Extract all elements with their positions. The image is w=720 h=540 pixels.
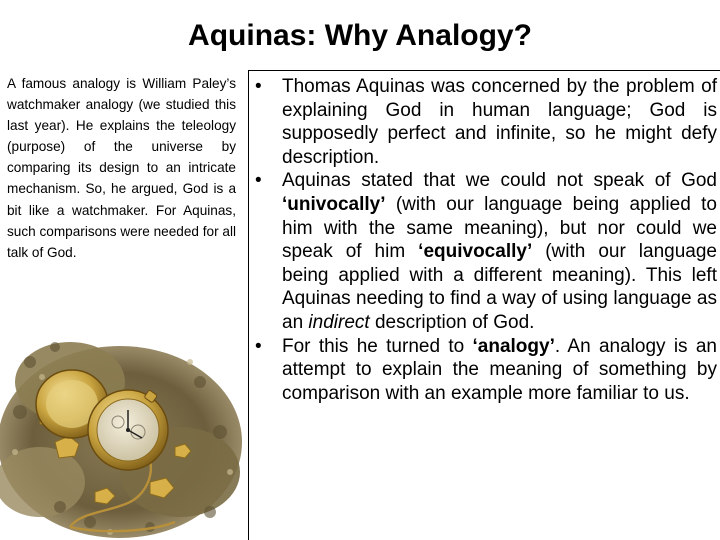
bullet-dot: • — [255, 170, 262, 192]
bullet-text-part: . An analogy is an attempt to explain the meaning of something by comparison with an example more familiar to us. — [282, 335, 717, 404]
bullet-item — [255, 335, 717, 406]
bullet-text-part: description of God. — [369, 311, 535, 333]
slide-title: Aquinas: Why Analogy? — [188, 19, 532, 52]
bullet-item — [255, 169, 717, 334]
bullet-dot: • — [255, 335, 262, 357]
bullet-item — [255, 75, 717, 169]
bullet-text-part: ‘equivocally’ — [418, 241, 533, 263]
bullet-text-part: indirect — [308, 311, 370, 333]
bullet-text-part: ‘univocally’ — [282, 193, 386, 215]
content-box — [248, 70, 720, 540]
bullet-list — [255, 75, 717, 405]
bullet-text-part: (with our language being applied with a different meaning). This left Aquinas needing to find a way of using language as an — [282, 241, 717, 333]
bullet-text-part: Thomas Aquinas was concerned by the problem of explaining God in human language; God is supposedly perfect and infinite, so he might defy description. — [282, 76, 717, 168]
bullet-text-part: Aquinas stated that we could not speak of God — [282, 170, 717, 192]
bullet-text-part: ‘analogy’ — [472, 335, 555, 357]
pocket-watch-image — [0, 322, 246, 540]
bullet-dot: • — [255, 76, 262, 97]
bullet-text-part: (with our language being applied to him with the same meaning), but nor could we speak of him — [282, 193, 717, 263]
bullet-text-part: For this he turned to — [282, 335, 473, 357]
left-paragraph: A famous analogy is William Paley’s watchmaker analogy (we studied this last year). He explains the teleology (purpose) of the universe by comparing its design to an intricate mechanism. So, he argued, God is a bit like a watchmaker. For Aquinas, such comparisons were needed for all talk of God. — [7, 76, 236, 260]
